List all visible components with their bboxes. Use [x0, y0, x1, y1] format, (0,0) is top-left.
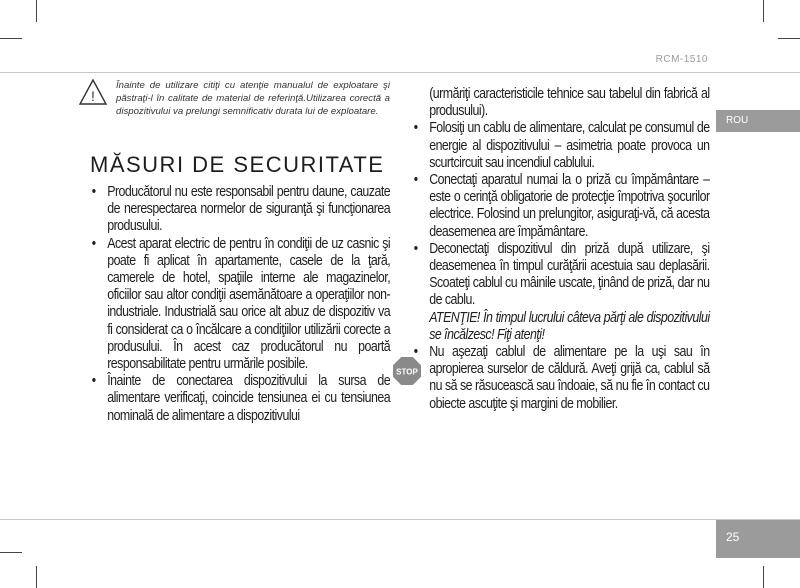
list-item: [90, 184, 390, 236]
right-column: [412, 86, 710, 413]
language-tab: ROU: [716, 110, 800, 132]
bullet: •: [91, 373, 96, 390]
header-rule: [0, 72, 800, 73]
list-item: [412, 120, 710, 172]
list-item-text: Producătorul nu este responsabil pentru daune, cauzate de nerespectarea normelor de siguranţă şi funcţionarea produsului.: [107, 184, 391, 235]
list-item-text: Înainte de conectarea dispozitivului la sursa de alimentare verificaţi, coincide tensiunea ei cu tensiunea nominală de alimentare a dispozitivului: [107, 373, 391, 424]
bullet: •: [91, 235, 96, 252]
crop-mark-top-left-v: [36, 0, 37, 22]
list-item-text: Nu aşezaţi cablul de alimentare pe la uşi sau în apropierea surselor de căldură. Aveţi grijă ca, cablul să nu să se răsucească sau îndoaie, să nu fie în contact cu obiecte ascuţite şi margini de mobilier.: [429, 344, 710, 412]
crop-mark-bottom-left-v: [36, 566, 37, 588]
list-item: [412, 172, 710, 241]
list-item-text: Conectaţi aparatul numai la o priză cu împământare – este o cerinţă obligatorie de protecţie împotriva şocurilor electrice. Folosind un prelungitor, asiguraţi-vă, că acesta deasemenea are împământare.: [429, 172, 710, 240]
bullet: •: [413, 172, 418, 189]
warning-triangle-icon: [78, 78, 108, 106]
section-title: MĂSURI DE SECURITATE: [90, 152, 385, 177]
bullet: •: [91, 184, 96, 200]
crop-mark-top-left-h: [0, 38, 22, 39]
warning-note: Înainte de utilizare citiţi cu atenţie manualul de exploatare şi păstraţi-l în calitate de material de referinţă.Utilizarea corectă a dispozitivului va prelungi semnificativ durata lui de exploatare.: [116, 80, 390, 117]
list-item-text: Folosiţi un cablu de alimentare, calculat pe consumul de energie al dispozitivului – asimetria poate provoca un scurtcircuit sau incendiul cablului.: [429, 120, 710, 171]
crop-mark-bottom-left-h: [0, 552, 22, 553]
model-number: RCM-1510: [655, 54, 708, 65]
warning-exclamation: !: [91, 88, 95, 104]
bullet: •: [413, 240, 418, 257]
bullet: •: [413, 120, 418, 137]
list-item: [412, 344, 710, 413]
crop-mark-bottom-right-v: [763, 566, 764, 588]
list-item: [90, 373, 390, 425]
continued-text: (urmăriţi caracteristicile tehnice sau tabelul din fabrică al produsului).: [429, 86, 710, 120]
list-item: [412, 241, 710, 310]
left-column: [90, 184, 390, 425]
stop-sign-label: STOP: [396, 367, 418, 377]
page-number: 25: [716, 520, 800, 558]
list-item: [90, 236, 390, 374]
list-item-text: Acest aparat electric de pentru în condiţii de uz casnic şi poate fi aplicat în apartamente, casele de la ţară, camerele de hotel, spaţiile interne ale magazinelor, oficiilor sau altor condiţii asemănătoare a operaţiilor non-industriale. Industrială sau orice alt abuz de dispozitiv va fi considerat ca o încălcare a condiţiilor utilizării corecte a produsului. În acest caz producătorul nu poartă responsabilitate pentru urmările posibile.: [107, 235, 391, 373]
caution-note: ATENŢIE! În timpul lucrului câteva părţi ale dispozitivului se încălzesc! Fiţi atenţi!: [429, 309, 710, 343]
stop-sign-icon: [393, 357, 421, 385]
crop-mark-top-right-h: [778, 38, 800, 39]
bullet: •: [413, 344, 418, 361]
footer-rule: [0, 519, 800, 520]
crop-mark-top-right-v: [763, 0, 764, 22]
list-item-text: Deconectaţi dispozitivul din priză după utilizare, şi deasemenea în timpul curăţării acestuia sau deplasării. Scoateţi cablul cu mâinile uscate, ţinând de priză, dar nu de cablu.: [429, 240, 710, 309]
